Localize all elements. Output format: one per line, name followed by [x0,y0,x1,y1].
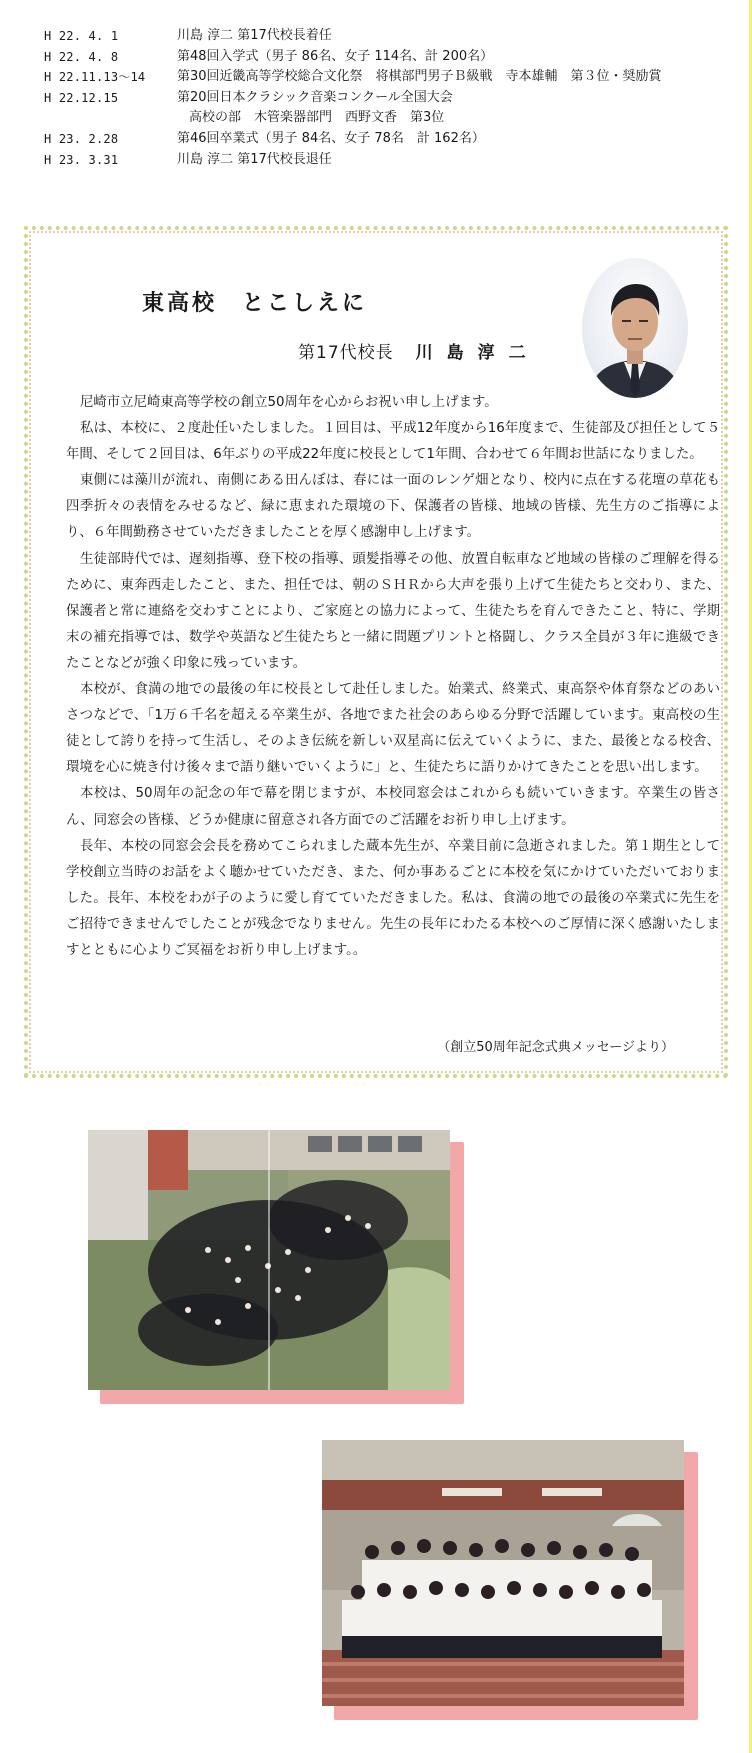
chronology-text: 第30回近畿高等学校総合文化祭 将棋部門男子Ｂ級戦 寺本雄輔 第３位・奨励賞 [177,69,662,85]
chronology-date: H 22. 4. 1 [44,29,119,43]
message-paragraph: 本校は、50周年の記念の年で幕を閉じますが、本校同窓会はこれからも続いていきます。卒業生の皆さん、同窓会の皆様、どうか健康に留意され各方面でのご活躍をお祈り申し上げます。 [66,786,720,828]
chronology-row [44,150,744,171]
chronology-text: 第48回入学式（男子 86名、女子 114名、計 200名） [177,48,494,64]
principal-message-box [24,226,728,1078]
author-name: 川島淳二 [415,343,540,363]
chronology-text: 第46回卒業式（男子 84名、女子 78名 計 162名） [177,130,485,146]
chronology-date: H 22.12.15 [44,90,119,105]
group-photo-aerial [88,1130,464,1404]
chronology-text: 川島 淳二 第17代校長退任 [177,151,332,167]
steps-photo [322,1440,684,1706]
chronology-date: H 23. 3.31 [44,152,119,167]
message-title: 東高校 とこしえに [142,291,368,316]
chronology-text: 第20回日本クラシック音楽コンクール全国大会 [177,89,453,105]
message-source: （創立50周年記念式典メッセージより） [437,1040,674,1055]
chronology-date: H 23. 2.28 [44,131,119,146]
message-paragraph: 長年、本校の同窓会会長を務めてこられました蔵本先生が、卒業目前に急逝されました。第１期生として学校創立当時のお話をよく聴かせていただき、また、何か事あるごとに本校を気にかけていただいておりました。長年、本校をわが子のように愛し育てていただきました。私は、食満の地での最後の卒業式に先生をご招待できませんでしたことが残念でなりません。先生の長年にわたる本校へのご厚情に深く感謝いたしますとともに心よりご冥福をお祈り申し上げます。。 [66,838,720,958]
chronology-date: H 22. 4. 8 [44,49,119,64]
steps-photo-icon [322,1440,684,1706]
message-paragraph: 尼崎市立尼崎東高等学校の創立50周年を心からお祝い申し上げます。 [80,395,498,410]
message-paragraph: 私は、本校に、２度赴任いたしました。１回目は、平成12年度から16年度まで、生徒部及び担任として５年間、そして２回目は、6年ぶりの平成22年度に校長として1年間、合わせて６年間お世話になりました。 [66,421,720,463]
chronology-row [44,129,744,150]
message-body [66,390,720,964]
chronology-row [44,26,744,47]
message-paragraph: 本校が、食満の地での最後の年に校長として赴任しました。始業式、終業式、東高祭や体育祭などのあいさつなどで、「1万６千名を超える卒業生が、各地でまた社会のあらゆる分野で活躍しています。東高校の生徒として誇りを持って生活し、そのよき伝統を新しい双星高に伝えていくように、また、最後となる校舎、環境を心に焼き付け後々まで語り継いでいくように」と、生徒たちに語りかけてきたことを思い出します。 [66,682,720,776]
chronology-row [44,67,744,88]
principal-portrait [582,258,688,398]
chronology-date: H 22.11.13～14 [44,70,146,85]
aerial-photo [88,1130,450,1390]
chronology-list [44,26,744,170]
message-author [298,338,540,363]
chronology-row [44,88,744,109]
message-paragraph: 東側には藻川が流れ、南側にある田んぼは、春には一面のレンゲ畑となり、校内に点在する花壇の草花も四季折々の表情をみせるなど、緑に恵まれた環境の下、保護者の皆様、地域の皆様、先生方のご指導により、６年間勤務させていただきましたことを厚く感謝申し上げます。 [66,473,720,541]
chronology-row [44,47,744,68]
message-paragraph: 生徒部時代では、遅刻指導、登下校の指導、頭髪指導その他、放置自転車など地域の皆様のご理解を得るために、東奔西走したこと、また、担任では、朝のＳＨＲから大声を張り上げて生徒たちと交わり、また、保護者と常に連絡を交わすことにより、ご家庭との協力によって、生徒たちを育んできたこと、特に、学期末の補充指導では、数学や英語など生徒たちと一緒に問題プリントと格闘し、クラス全員が３年に進級できたことなどが強く印象に残っています。 [66,551,720,671]
chronology-text: 川島 淳二 第17代校長着任 [177,28,332,43]
aerial-photo-icon [88,1130,450,1390]
chronology-continuation: 高校の部 木管楽器部門 西野文香 第3位 [189,110,445,126]
author-role: 第17代校長 [298,343,394,363]
group-photo-steps [322,1440,698,1720]
portrait-photo-icon [582,258,688,398]
